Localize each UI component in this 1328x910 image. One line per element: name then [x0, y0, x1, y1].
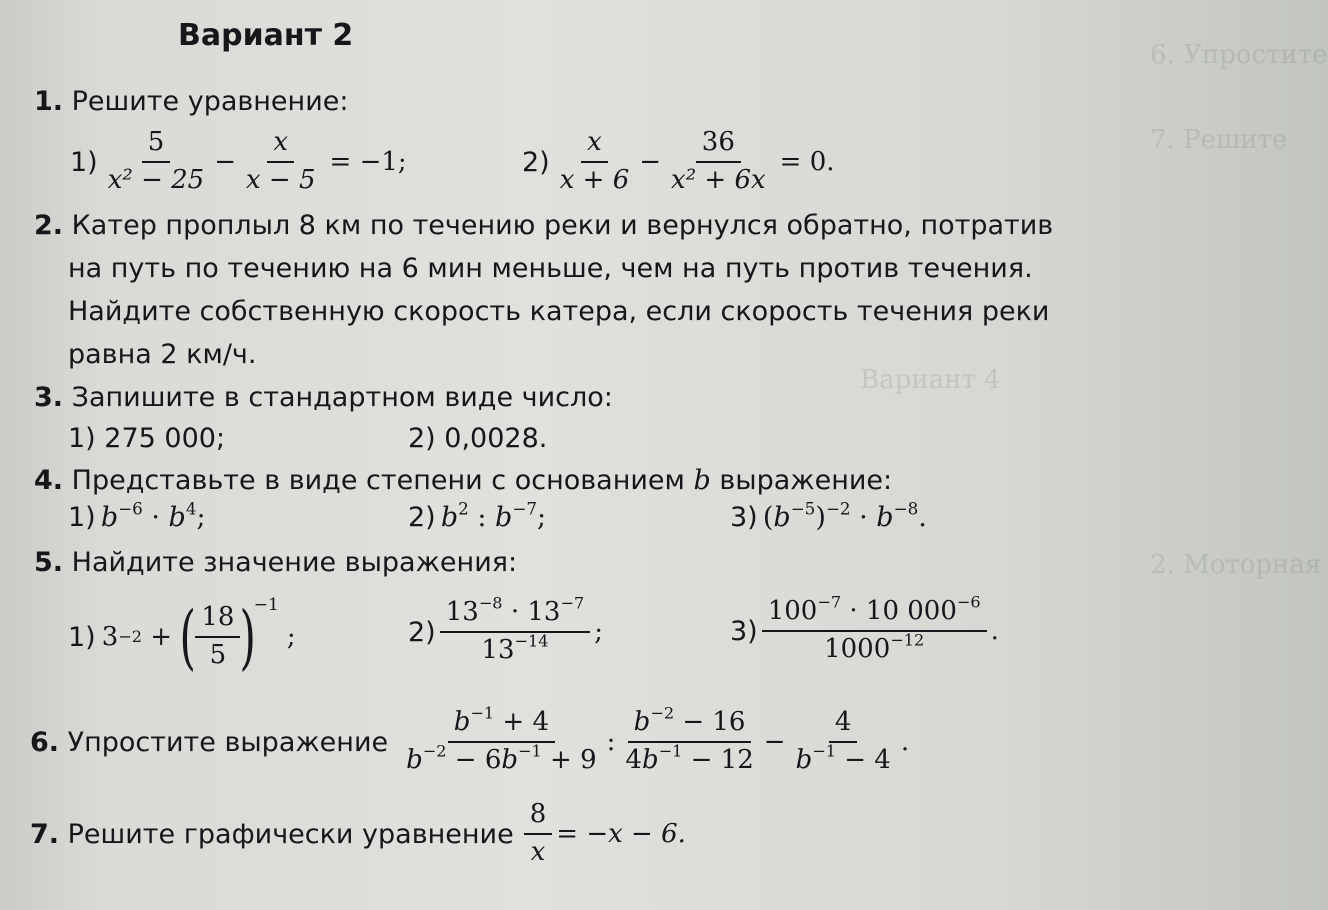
- task-1-part-2: 2) $\frac{x}{x + 6}$ − $\frac{36}{\text{x² + 6x}}$ = 0.: [522, 127, 835, 195]
- ghost-text: 6. Упростите: [1150, 40, 1328, 70]
- task-4-part-3: 3) $(b^{-5})^{-2} \cdot b^{-8}$.: [730, 498, 927, 533]
- task-4-heading: 4. Представьте в виде степени с основанием b выражение:: [34, 465, 893, 496]
- fraction: $\frac{18}{5}$: [195, 603, 240, 671]
- fraction: $\frac{b^{-2} - 16}{4b^{-1} - 12}$: [625, 703, 754, 775]
- part-label: 1): [70, 146, 98, 178]
- ghost-text: Вариант 4: [860, 365, 1001, 395]
- fraction: $\frac{100^{-7} \cdot 10 000^{-6}}{1000^{-12}}$: [762, 597, 987, 665]
- task-5-part-1: 1) 3 −2 + ( $\frac{18}{5}$ ) −1 ;: [68, 595, 296, 678]
- fraction: $\frac{8}{x}$: [524, 800, 553, 868]
- task-number: 5.: [34, 547, 64, 578]
- fraction: $\frac{4}{b^{-1} - 4}$: [795, 707, 891, 775]
- task-number: 3.: [34, 382, 64, 413]
- task-number: 1.: [34, 86, 64, 117]
- task-1-part-1: 1) $\frac{5}{\text{x² − 25}}$ − $\frac{x}{x - 5}$ = −1;: [70, 127, 407, 195]
- fraction: $\frac{5}{\text{x² − 25}}$: [107, 127, 205, 195]
- task-number: 7.: [30, 818, 60, 850]
- fraction: $\frac{13^{-8} \cdot 13^{-7}}{13^{-14}}$: [440, 598, 590, 666]
- task-5-heading: 5. Найдите значение выражения:: [34, 547, 518, 578]
- task-2-line-3: Найдите собственную скорость катера, если скорость течения реки: [68, 296, 1050, 327]
- fraction: $\frac{36}{\text{x² + 6x}}$: [671, 127, 766, 195]
- task-4-part-1: 1) $b^{-6} \cdot b^4$;: [68, 498, 206, 533]
- task-7: 7. Решите графически уравнение $\frac{8}{x}$ = −x − 6.: [30, 799, 686, 867]
- task-3-heading: 3. Запишите в стандартном виде число:: [34, 382, 613, 413]
- fraction: $\frac{x}{x + 6}$: [559, 127, 630, 195]
- task-3-part-2: 2) 0,0028.: [408, 423, 548, 454]
- task-2-line-1: 2. Катер проплыл 8 км по течению реки и вернулся обратно, потратив: [34, 210, 1054, 241]
- part-label: 2): [522, 146, 550, 178]
- task-1-heading: [34, 86, 348, 117]
- task-text: Решите уравнение:: [71, 86, 349, 117]
- fraction: $\frac{x}{x - 5}$: [246, 127, 316, 195]
- task-3-part-1: 1) 275 000;: [68, 423, 226, 454]
- task-4-part-2: 2) $b^2$ : $b^{-7}$;: [408, 498, 547, 533]
- task-2-line-4: равна 2 км/ч.: [68, 339, 257, 370]
- task-5-part-2: 2) $\frac{13^{-8} \cdot 13^{-7}}{13^{-14}}$ ;: [408, 593, 603, 665]
- task-number: 4.: [34, 465, 64, 496]
- variant-title: Вариант 2: [178, 18, 354, 53]
- ghost-text: 2. Моторная: [1150, 550, 1322, 580]
- fraction: $\frac{b^{-1} + 4}{b^{-2} - 6b^{-1} + 9}$: [406, 703, 597, 775]
- task-5-part-3: 3) $\frac{100^{-7} \cdot 10 000^{-6}}{1000^{-12}}$ .: [730, 592, 999, 664]
- task-number: 2.: [34, 210, 64, 241]
- ghost-text: 7. Решите: [1150, 125, 1288, 155]
- task-6: 6. Упростите выражение $\frac{b^{-1} + 4}{b^{-2} - 6b^{-1} + 9}$ : $\frac{b^{-2} - 16}{4b^{-1} - 12}$ − $\frac{4}{b^{-1} - 4}$ .: [30, 703, 910, 775]
- task-2-line-2: на путь по течению на 6 мин меньше, чем на путь против течения.: [68, 253, 1033, 284]
- task-number: 6.: [30, 726, 60, 758]
